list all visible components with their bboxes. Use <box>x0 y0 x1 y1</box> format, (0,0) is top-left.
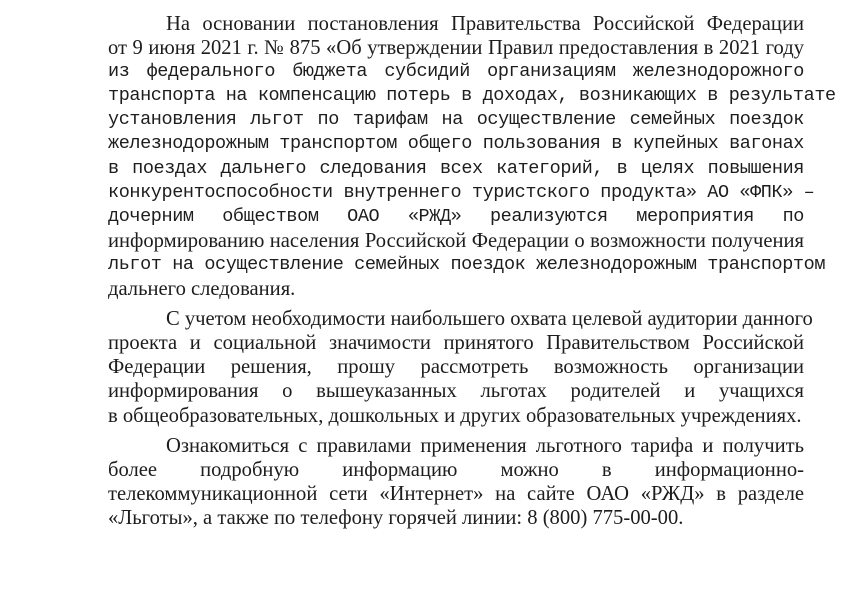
letter-body <box>50 12 836 536</box>
paragraph-decree-reference <box>50 12 836 301</box>
text-line: транспорта на компенсацию потерь в доходах, возникающих в результате <box>108 85 836 107</box>
text-line: дочерним обществом ОАО «РЖД» реализуются мероприятия по <box>108 205 804 227</box>
paragraph-request <box>50 307 813 427</box>
text-line: из федерального бюджета субсидий организациям железнодорожного <box>108 61 804 83</box>
text-line: льгот на осуществление семейных поездок железнодорожным транспортом <box>108 253 826 275</box>
text-line: конкурентоспособности внутреннего туристского продукта» АО «ФПК» – <box>108 181 815 203</box>
text-line: информированию населения Российской Федерации о возможности получения <box>108 229 804 252</box>
text-line: телекоммуникационной сети «Интернет» на сайте ОАО «РЖД» в разделе <box>108 482 804 505</box>
text-line: в поездах дальнего следования всех категорий, в целях повышения <box>108 157 804 179</box>
text-line: информирования о вышеуказанных льготах родителей и учащихся <box>108 380 804 403</box>
text-line: «Льготы», а также по телефону горячей линии: 8 (800) 775-00-00. <box>108 506 684 529</box>
text-line: в общеобразовательных, дошкольных и других образовательных учреждениях. <box>108 404 802 427</box>
text-line: железнодорожным транспортом общего пользования в купейных вагонах <box>108 133 804 155</box>
text-line: от 9 июня 2021 г. № 875 «Об утверждении Правил предоставления в 2021 году <box>108 37 804 60</box>
text-line: более подробную информацию можно в информационно- <box>108 458 804 481</box>
text-line: дальнего следования. <box>108 278 296 301</box>
text-line: Ознакомиться с правилами применения льготного тарифа и получить <box>166 434 804 457</box>
text-line: С учетом необходимости наибольшего охвата целевой аудитории данного <box>166 308 813 331</box>
text-line: На основании постановления Правительства Российской Федерации <box>166 13 804 35</box>
paragraph-contact-info <box>50 434 804 530</box>
text-line: Федерации решения, прошу рассмотреть возможность организации <box>108 356 804 379</box>
text-line: проекта и социальной значимости принятого Правительством Российской <box>108 332 804 355</box>
text-line: установления льгот по тарифам на осуществление семейных поездок <box>108 109 804 131</box>
